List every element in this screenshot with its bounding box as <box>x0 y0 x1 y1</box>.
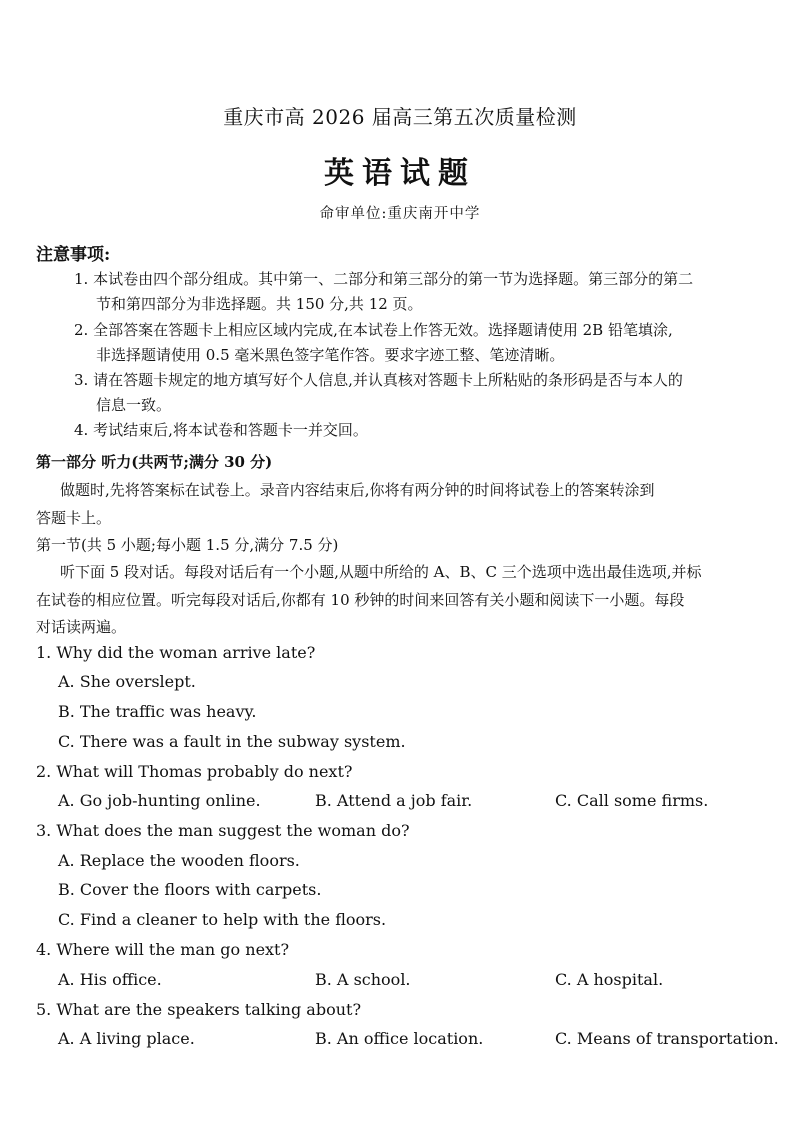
question-option: B. A school. <box>315 970 411 989</box>
question-option: C. There was a fault in the subway system. <box>58 732 406 751</box>
setter-unit: 命审单位:重庆南开中学 <box>319 206 481 222</box>
exam-title: 重庆市高 2026 届高三第五次质量检测 <box>223 105 577 129</box>
question-stem: 3. What does the man suggest the woman do? <box>36 821 410 840</box>
question-option: A. Replace the wooden floors. <box>58 851 300 870</box>
question-stem: 4. Where will the man go next? <box>36 940 290 959</box>
question-option: A. A living place. <box>58 1029 195 1048</box>
question-option: B. An office location. <box>315 1029 484 1048</box>
notice-line: 非选择题请使用 0.5 毫米黑色签字笔作答。要求字迹工整、笔迹清晰。 <box>96 346 565 364</box>
section1-instruction-line: 在试卷的相应位置。听完每段对话后,你都有 10 秒钟的时间来回答有关小题和阅读下一小题。每段 <box>36 591 685 609</box>
question-stem: 2. What will Thomas probably do next? <box>36 762 353 781</box>
question-option: C. Call some firms. <box>555 791 709 810</box>
section1-title: 第一节(共 5 小题;每小题 1.5 分,满分 7.5 分) <box>36 536 339 554</box>
question-option: A. She overslept. <box>58 672 196 691</box>
question-option: A. His office. <box>58 970 162 989</box>
question-option: B. Cover the floors with carpets. <box>58 880 322 899</box>
question-option: C. A hospital. <box>555 970 664 989</box>
question-option: B. The traffic was heavy. <box>58 702 257 721</box>
notice-heading: 注意事项: <box>36 245 111 265</box>
section1-instruction-line: 对话读两遍。 <box>36 618 127 636</box>
notice-line: 节和第四部分为非选择题。共 150 分,共 12 页。 <box>96 295 423 313</box>
part1-title: 第一部分 听力(共两节;满分 30 分) <box>36 453 273 471</box>
section1-instruction-line: 听下面 5 段对话。每段对话后有一个小题,从题中所给的 A、B、C 三个选项中选出最佳选项,并标 <box>60 563 702 581</box>
part1-intro-line: 做题时,先将答案标在试卷上。录音内容结束后,你将有两分钟的时间将试卷上的答案转涂到 <box>60 481 655 499</box>
question-option: C. Means of transportation. <box>555 1029 779 1048</box>
question-stem: 1. Why did the woman arrive late? <box>36 643 316 662</box>
part1-intro-line: 答题卡上。 <box>36 509 112 527</box>
question-option: B. Attend a job fair. <box>315 791 473 810</box>
notice-line: 4. 考试结束后,将本试卷和答题卡一并交回。 <box>74 421 368 439</box>
question-option: A. Go job-hunting online. <box>58 791 261 810</box>
notice-line: 2. 全部答案在答题卡上相应区域内完成,在本试卷上作答无效。选择题请使用 2B 铅笔填涂, <box>74 321 673 339</box>
notice-line: 1. 本试卷由四个部分组成。其中第一、二部分和第三部分的第一节为选择题。第三部分的第二 <box>74 270 694 288</box>
notice-line: 3. 请在答题卡规定的地方填写好个人信息,并认真核对答题卡上所粘贴的条形码是否与本人的 <box>74 371 683 389</box>
notice-line: 信息一致。 <box>96 396 172 414</box>
question-stem: 5. What are the speakers talking about? <box>36 1000 362 1019</box>
question-option: C. Find a cleaner to help with the floors. <box>58 910 387 929</box>
subject-title: 英语试题 <box>324 156 476 191</box>
